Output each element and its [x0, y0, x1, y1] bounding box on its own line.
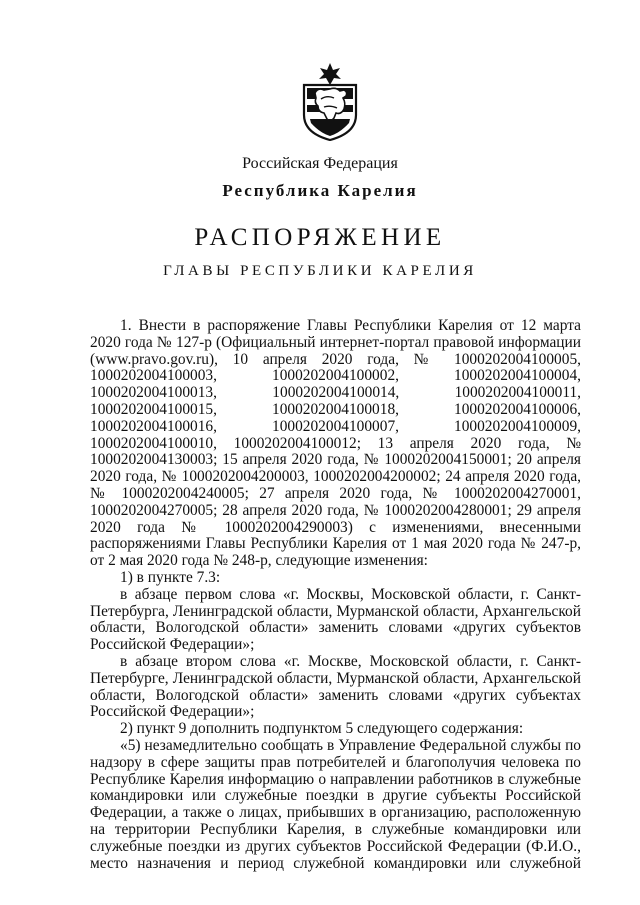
- issuer-title: ГЛАВЫ РЕСПУБЛИКИ КАРЕЛИЯ: [163, 263, 477, 279]
- coat-of-arms-icon: [300, 63, 360, 141]
- paragraph-5: 2) пункт 9 дополнить подпунктом 5 следующего содержания:: [120, 720, 524, 738]
- republic-name: Республика Карелия: [222, 181, 418, 200]
- document-type-title: РАСПОРЯЖЕНИЕ: [194, 224, 446, 251]
- paragraph-3: в абзаце первом слова «г. Москвы, Московской области, г. Санкт-Петербурга, Ленинградской области, Мурманской области, Архангельской области, Вологодской области» заменить словами «других субъектов Российской Федерации»;: [90, 585, 581, 654]
- country-name: Российская Федерация: [242, 155, 398, 172]
- paragraph-2: 1) в пункте 7.3:: [120, 568, 221, 586]
- paragraph-1: 1. Внести в распоряжение Главы Республики Карелия от 12 марта 2020 года № 127-р (Официальный интернет-портал правовой информации (www.pravo.gov.ru), 10 апреля 2020 года, № 1000202004100005, 1000202004100003, 1000202004100002, 1000202004100004, 1000202004100013, 1000202004100014, 1000202004100011, 1000202004100015, 1000202004100018, 1000202004100006, 1000202004100016, 1000202004100007, 1000202004100009, 1000202004100010, 1000202004100012; 13 апреля 2020 года, № 1000202004130003; 15 апреля 2020 года, № 1000202004150001; 20 апреля 2020 года, № 1000202004200003, 1000202004200002; 24 апреля 2020 года, № 1000202004240005; 27 апреля 2020 года, № 1000202004270001, 1000202004270005; 28 апреля 2020 года, № 1000202004280001; 29 апреля 2020 года № 1000202004290003) с изменениями, внесенными распоряжениями Главы Республики Карелия от 1 мая 2020 года № 247-р, от 2 мая 2020 года № 248-р, следующие изменения:: [90, 317, 581, 570]
- paragraph-6: «5) незамедлительно сообщать в Управление Федеральной службы по надзору в сфере защиты прав потребителей и благополучия человека по Республике Карелия информацию о направлении работников в служебные командировки или служебные поездки в другие субъекты Российской Федерации, а также о лицах, прибывших в организацию, расположенную на территории Республики Карелия, в служебные командировки или служебные поездки из других субъектов Российской Федерации (Ф.И.О., место назначения и период служебной командировки или служебной: [90, 736, 581, 872]
- paragraph-4: в абзаце втором слова «г. Москве, Московской области, г. Санкт-Петербурге, Ленинградской области, Мурманской области, Архангельской области, Вологодской области» заменить словами «других субъектах Российской Федерации»;: [90, 652, 581, 721]
- document-body: [90, 318, 581, 872]
